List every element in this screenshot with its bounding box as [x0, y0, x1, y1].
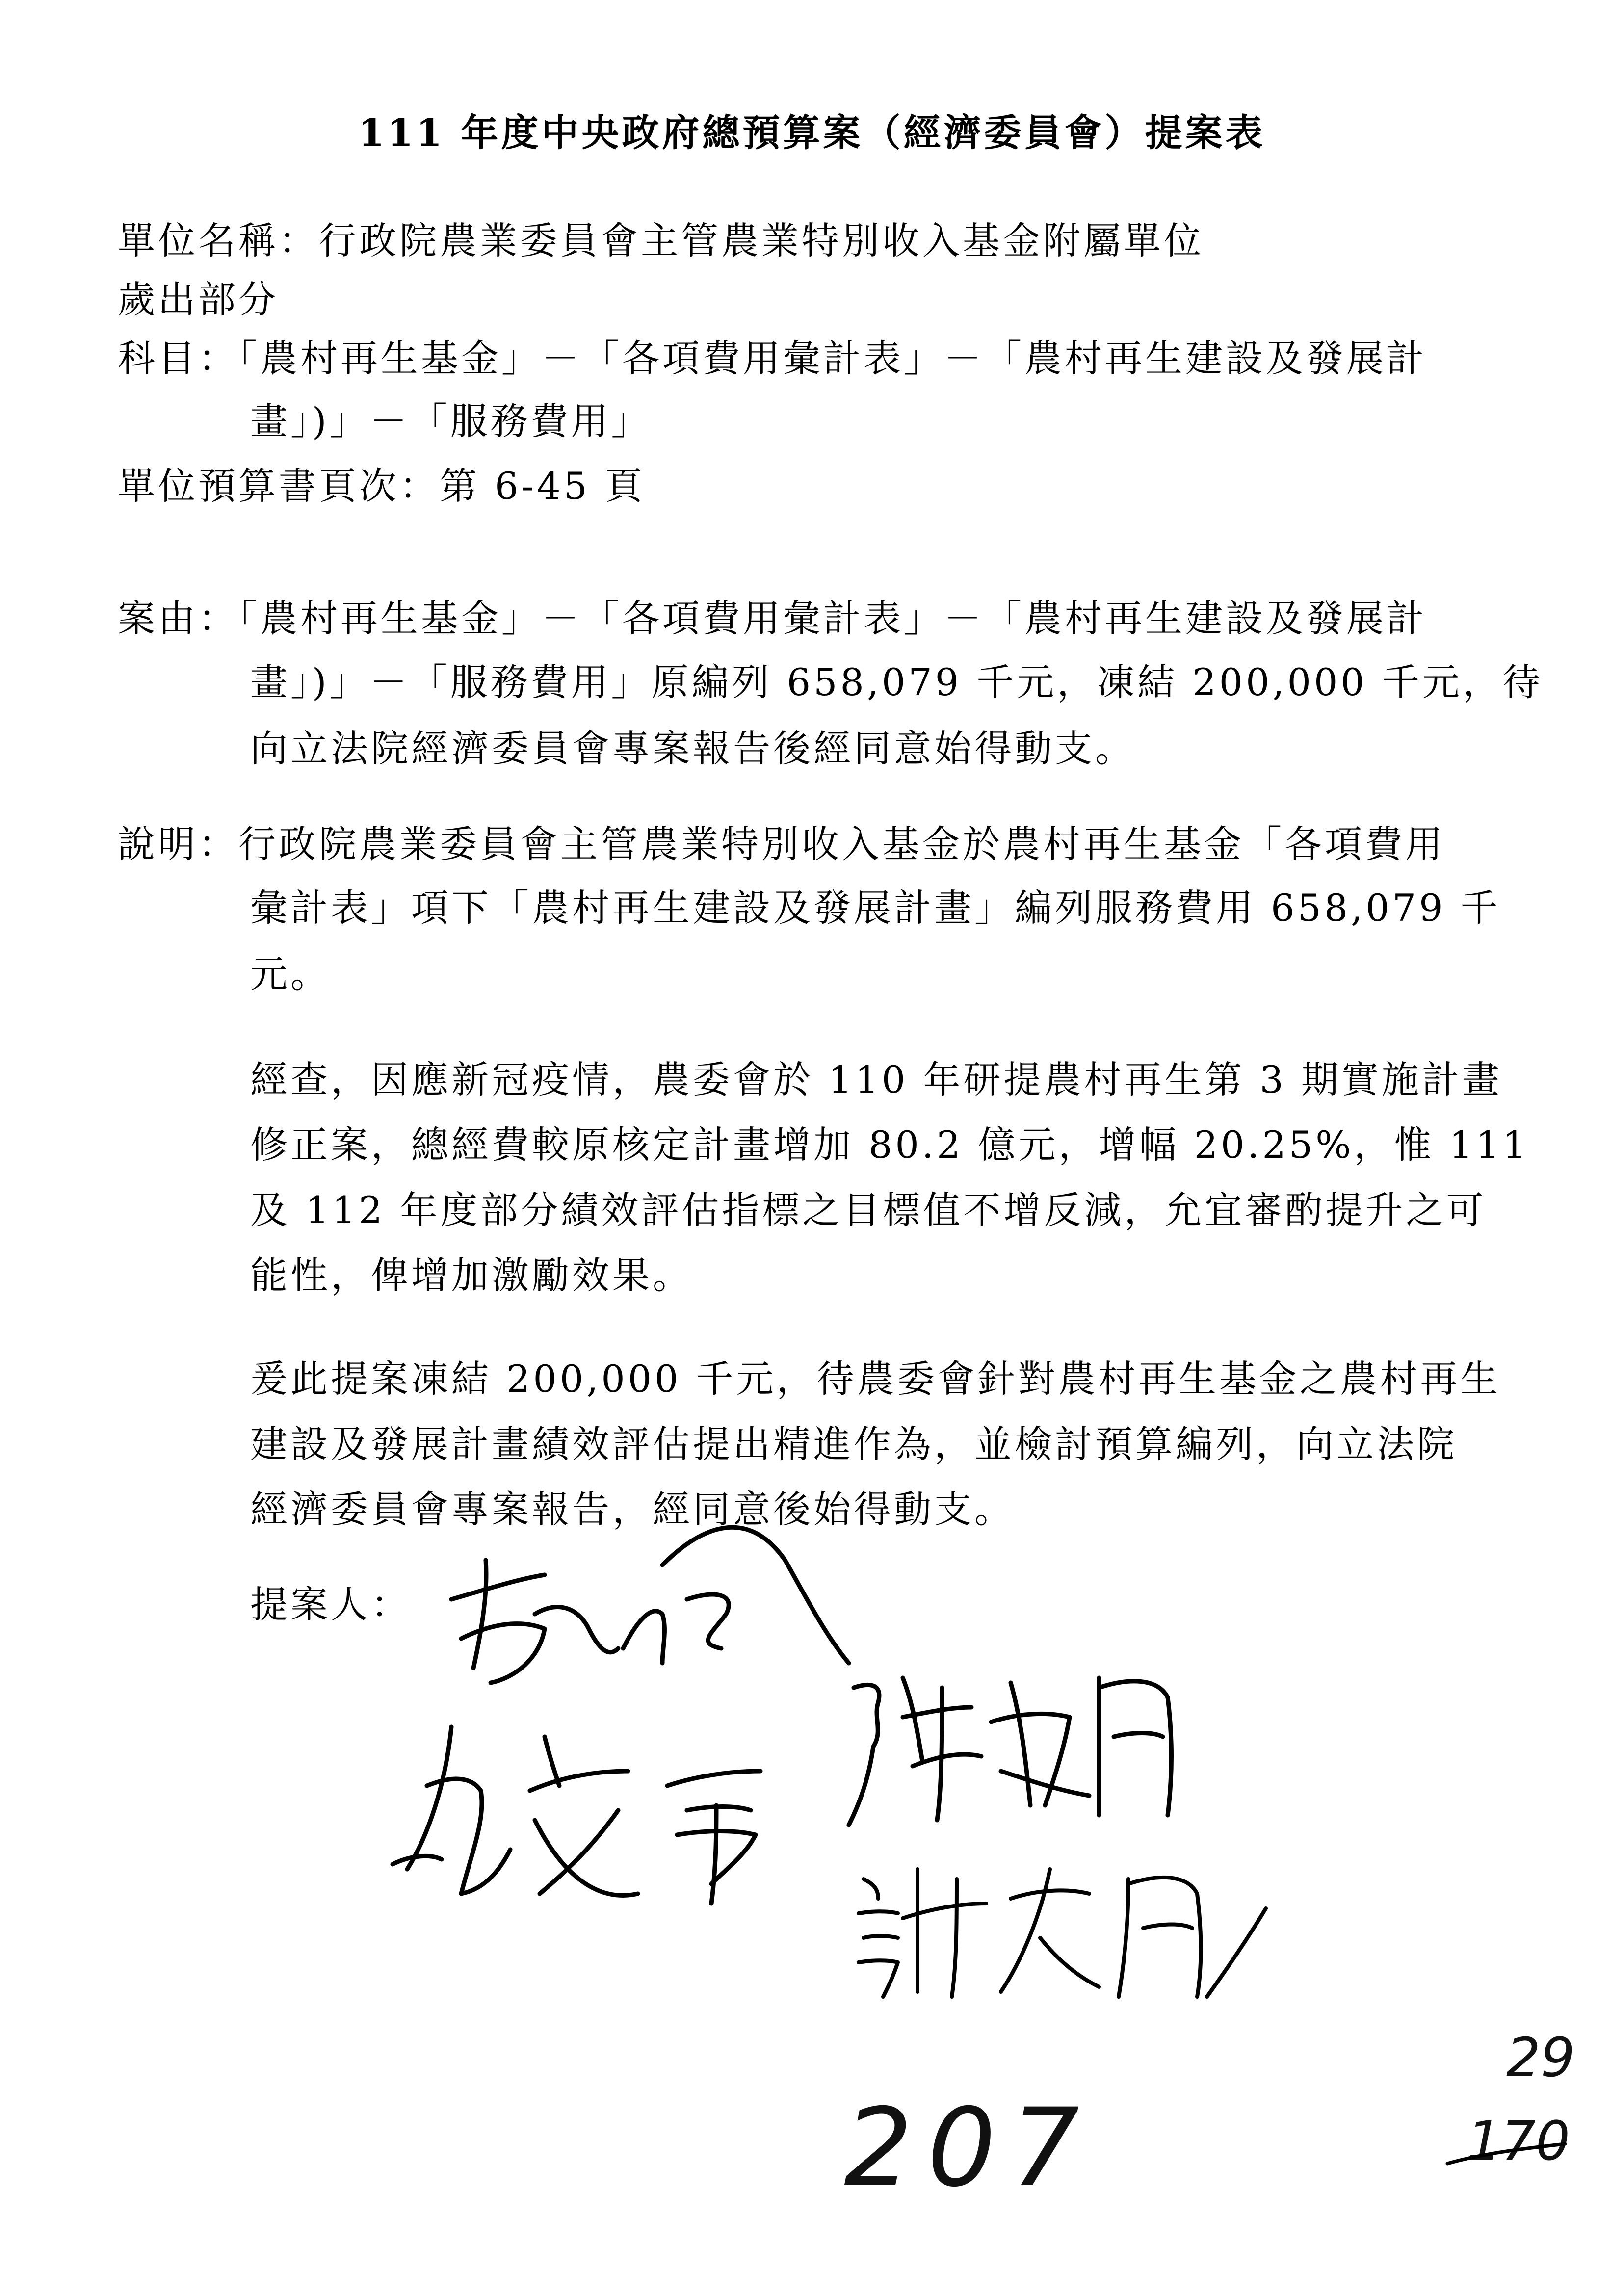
finding-row-1: 經查，因應新冠疫情，農委會於 110 年研提農村再生第 3 期實施計畫	[250, 1058, 1503, 1101]
subject-block	[118, 329, 1541, 456]
signature-4	[844, 1850, 1285, 2007]
explanation-row-1: 說明：行政院農業委員會主管農業特別收入基金於農村再生基金「各項費用	[118, 822, 1445, 866]
finding-row-3: 及 112 年度部分績效評估指標之目標值不增反減，允宜審酌提升之可	[250, 1188, 1487, 1232]
signature-2	[373, 1707, 814, 1913]
document-title: 111 年度中央政府總預算案（經濟委員會）提案表	[358, 111, 1266, 155]
margin-note-strike	[1442, 2129, 1570, 2190]
finding-row-2: 修正案，總經費較原核定計畫增加 80.2 億元，增幅 20.25%，惟 111	[250, 1123, 1529, 1167]
proposer-label: 提案人：	[250, 1583, 411, 1626]
section-line: 歲出部分	[118, 278, 279, 321]
subject-row-1: 科目：「農村再生基金」－「各項費用彙計表」－「農村再生建設及發展計	[118, 337, 1427, 380]
budget-page-line: 單位預算書頁次：第 6-45 頁	[118, 464, 646, 508]
margin-note-top: 29	[1506, 2026, 1575, 2089]
explanation-row-2: 彙計表」項下「農村再生建設及發展計畫」編列服務費用 658,079 千	[250, 886, 1501, 930]
finding-block	[250, 1050, 1550, 1315]
signature-1	[432, 1501, 873, 1707]
reason-row-3: 向立法院經濟委員會專案報告後經同意始得動支。	[250, 727, 1135, 770]
unit-name-line: 單位名稱：行政院農業委員會主管農業特別收入基金附屬單位	[118, 219, 1204, 262]
subject-row-2: 畫」)」－「服務費用」	[250, 399, 652, 443]
margin-note-bottom: 170	[1467, 2110, 1570, 2172]
reason-row-1: 案由：「農村再生基金」－「各項費用彙計表」－「農村再生建設及發展計	[118, 597, 1427, 640]
resolution-row-3: 經濟委員會專案報告，經同意後始得動支。	[250, 1487, 1015, 1531]
resolution-row-1: 爰此提案凍結 200,000 千元，待農委會針對農村再生基金之農村再生	[250, 1357, 1501, 1401]
resolution-row-2: 建設及發展計畫績效評估提出精進作為，並檢討預算編列，向立法院	[250, 1422, 1457, 1466]
explanation-row-3: 元。	[250, 952, 331, 996]
explanation-block	[118, 814, 1541, 1011]
signature-3	[824, 1658, 1217, 1835]
page-number: 207	[844, 2085, 1094, 2211]
reason-row-2: 畫」)」－「服務費用」原編列 658,079 千元，凍結 200,000 千元，待	[250, 660, 1543, 704]
reason-block	[118, 589, 1541, 785]
finding-row-4: 能性，俾增加激勵效果。	[250, 1253, 693, 1297]
